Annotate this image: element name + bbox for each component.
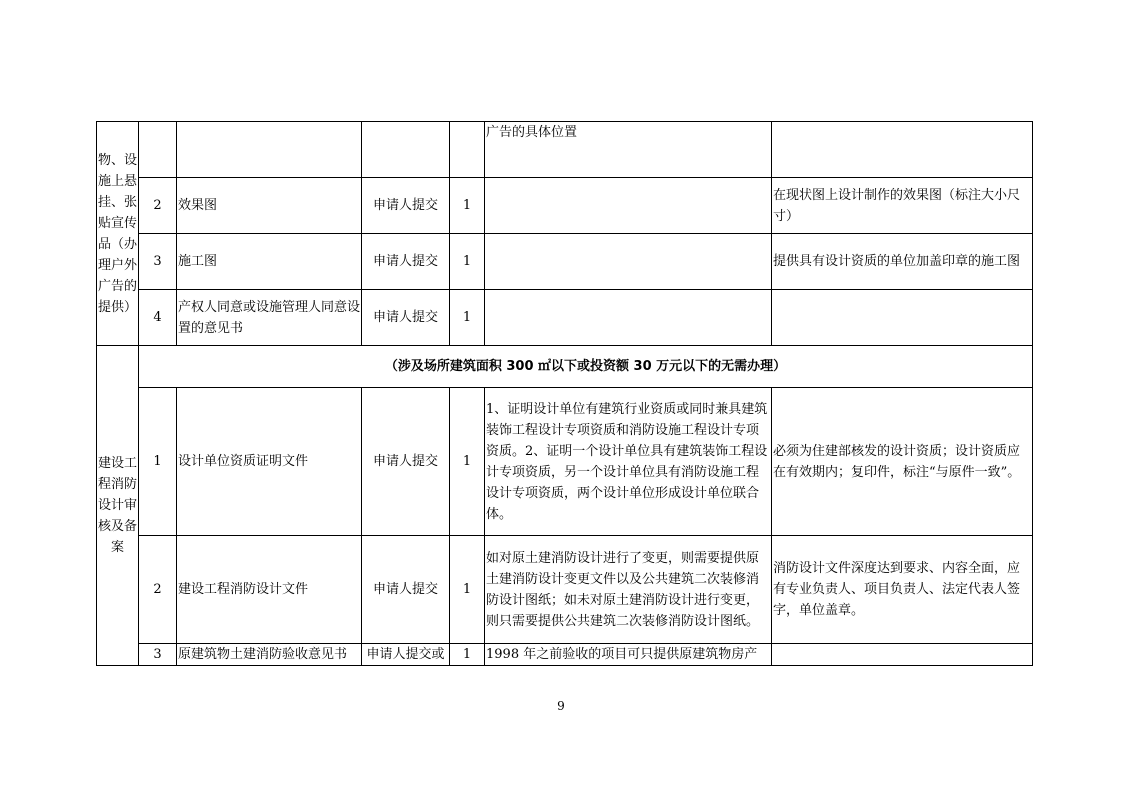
item-provider: 申请人提交或: [362, 644, 450, 666]
table-row: [97, 234, 1033, 290]
table-row: [97, 644, 1033, 666]
item-detail: [485, 234, 772, 290]
category-cell: 建设工程消防设计审核及备案: [97, 346, 139, 666]
item-count: 1: [450, 644, 485, 666]
item-name: 建设工程消防设计文件: [177, 536, 362, 644]
item-count: 1: [450, 234, 485, 290]
item-number: [139, 122, 177, 178]
item-provider: 申请人提交: [362, 536, 450, 644]
item-remark: 提供具有设计资质的单位加盖印章的施工图: [772, 234, 1033, 290]
item-name: [177, 122, 362, 178]
item-remark: [772, 290, 1033, 346]
item-count: 1: [450, 178, 485, 234]
table-row: [97, 122, 1033, 178]
document-table: [96, 121, 1033, 666]
item-detail: [485, 290, 772, 346]
item-count: 1: [450, 388, 485, 536]
item-name: 效果图: [177, 178, 362, 234]
table-row: [97, 346, 1033, 388]
item-number: 1: [139, 388, 177, 536]
item-provider: 申请人提交: [362, 388, 450, 536]
item-count: 1: [450, 290, 485, 346]
item-detail: 如对原土建消防设计进行了变更，则需要提供原土建消防设计变更文件以及公共建筑二次装修消防设计图纸；如未对原土建消防设计进行变更，则只需要提供公共建筑二次装修消防设计图纸。: [485, 536, 772, 644]
item-number: 2: [139, 178, 177, 234]
item-provider: 申请人提交: [362, 178, 450, 234]
item-number: 3: [139, 234, 177, 290]
category-cell: 物、设施上悬挂、张贴宣传品（办理户外广告的提供）: [97, 122, 139, 346]
item-remark: [772, 122, 1033, 178]
table-row: [97, 178, 1033, 234]
item-detail: 广告的具体位置: [485, 122, 772, 178]
section-banner: （涉及场所建筑面积 300 ㎡以下或投资额 30 万元以下的无需办理）: [139, 346, 1033, 388]
item-detail: [485, 178, 772, 234]
item-count: [450, 122, 485, 178]
item-provider: [362, 122, 450, 178]
item-remark: 在现状图上设计制作的效果图（标注大小尺寸）: [772, 178, 1033, 234]
item-name: 施工图: [177, 234, 362, 290]
table-row: [97, 388, 1033, 536]
item-remark: 消防设计文件深度达到要求、内容全面，应有专业负责人、项目负责人、法定代表人签字，单位盖章。: [772, 536, 1033, 644]
item-count: 1: [450, 536, 485, 644]
item-detail: 1998 年之前验收的项目可只提供原建筑物房产: [485, 644, 772, 666]
item-name: 原建筑物土建消防验收意见书: [177, 644, 362, 666]
item-name: 产权人同意或设施管理人同意设置的意见书: [177, 290, 362, 346]
table-row: [97, 536, 1033, 644]
item-detail: 1、证明设计单位有建筑行业资质或同时兼具建筑装饰工程设计专项资质和消防设施工程设计专项资质。2、证明一个设计单位具有建筑装饰工程设计专项资质，另一个设计单位具有消防设施工程设计专项资质，两个设计单位形成设计单位联合体。: [485, 388, 772, 536]
item-name: 设计单位资质证明文件: [177, 388, 362, 536]
item-provider: 申请人提交: [362, 234, 450, 290]
page-number: 9: [557, 699, 565, 713]
item-remark: [772, 644, 1033, 666]
item-provider: 申请人提交: [362, 290, 450, 346]
item-number: 2: [139, 536, 177, 644]
item-remark: 必须为住建部核发的设计资质；设计资质应在有效期内；复印件，标注“与原件一致”。: [772, 388, 1033, 536]
item-number: 4: [139, 290, 177, 346]
table-row: [97, 290, 1033, 346]
item-number: 3: [139, 644, 177, 666]
